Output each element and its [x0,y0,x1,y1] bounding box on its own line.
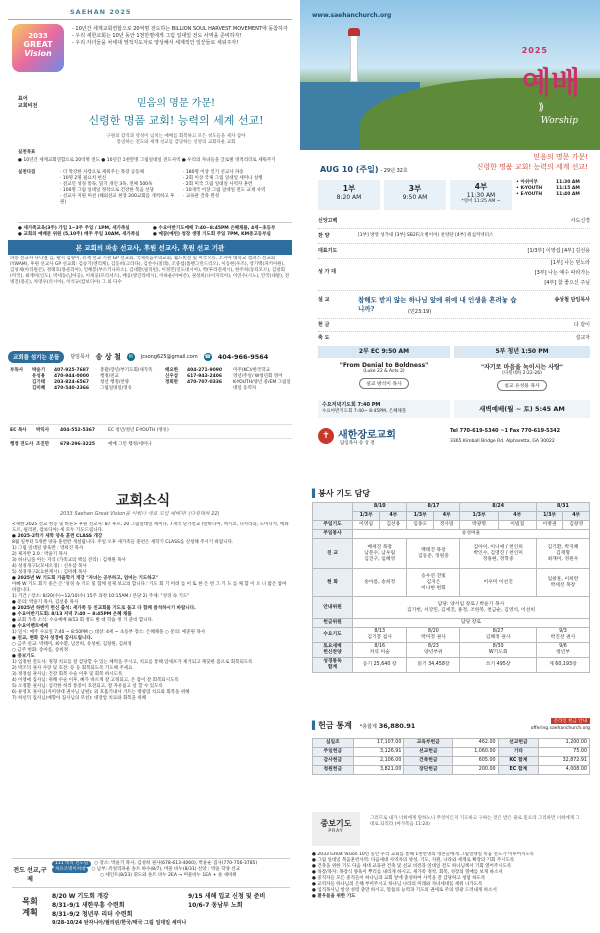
news-item: ● 수요이벤트예배 [12,624,48,629]
vision-point: - 우리 새한교회는 10년 동안 1천만명에게 그림 일대일 전도 사역을 준비하자! [72,33,242,39]
schedule-right: 9/15 새해 입교 신청 및 준비 10/6-7 동남부 노회 [188,893,266,909]
news-item: 3) 정경섭 권사님: 건강 회복 수술 이후 및 회복 하시도록 [12,672,123,677]
wed-service: 수요저녁기도회 7:40 PM 수요아반기도회 7:40~ 8:45PM, 은혜채플 [318,400,450,418]
staff-table [10,368,292,420]
news-list [12,522,290,852]
goals-row [18,150,292,164]
schedule-item: ● 예꿈(예빈) 청장 생명 기도회 주일 7PM, KM중고등부실 [153,232,271,237]
motto-1: 믿음의 명문 가문! [533,153,588,161]
table-row: 현 화 송아름, 송희정 승우연 전빛 김지은 이나현 현회 이우미 이선진 임창훈, 이희란 박세선 목장 [313,569,590,597]
choir-rows: 성 가 대 [1부] 나는 믿노라 [3부] 나는 예수 따라가는 [4부] 참 좋으신 주님 [318,259,590,291]
table-row: 주일헌금 3,126.91 선교헌금 1,060.00 기타 75.00 [313,748,590,757]
table-row: 수요기도 8/13 김기봉 집사 8/20 박미정 권사 8/27 김해정 권사 9/3 박진선 권사 [313,628,590,643]
table-row: 안내위원 담당: 양서임 장로 / 박윤기 목사 김기헌, 서강민, 김세진, 홍정, 조한복, 천금순, 김영석, 이선희 [313,597,590,619]
plan-item: · 2회 미국 그림 일대일 사역자 훈련 [183,182,253,187]
missionary-text: 파송 선교사 다니엘 김, 황지 김양미, 유재 선교 기관 GP 선교회, 국제복음주의교회, 월드비전 및 미국오뉴, 조지아 대학교 캠퍼스 선교회(YWAM), 후원 선교사 GP 선교회: 김승기(엔리케), 김동희(크라다), 김찬수(칠레), 조중섭(톨렌그린드리오), 이동현(우즈), 장기백(파키아원), 김성제(아리원콘), 정태호(몽콜리아), 인해봉(부르키나파소), 김대환(필리핀), 이정민(인도네시아), 박(투라전세시), 한주희(동티모르), 김창회(미국), 최재미(인도), 박세동(남아공), 이세웅(모리셔스), 배공(방글라데시), 이하운(아마존), 권성희(나이지리아), 이연수(시노), 안국(네팔), 전병진(몽골), 차영우(러시아), 이석규(캄보디아) 그 외 다수 [10,256,290,285]
ec-preacher-button[interactable]: 설교 방석이 목사 [359,378,409,389]
order-row: 축 도 설교자 [318,335,590,341]
plan-label: 실천다짐 [18,170,36,175]
schedule-item: ● 교회의 예배분 위원 (5,10주) 매주 주일 10AM, 새가족실 [18,232,140,237]
news-item: ● 수요아반기도회: 8/13 저녁 7:40 ~ 8:45PM 은혜 채플 [12,612,132,617]
side-services: • 아쉬어부 11:30 AM • K-YOUTH 11:15 AM • E-YOUTH 11:40 AM [516,180,580,197]
schedule-item: ● 새가족교육(3주) 가입 1~3주 주일 / 1PM, 새가족실 [18,226,130,231]
contact-header [8,350,292,364]
youth-sermon: "자기로 마음을 녹이시는 사랑" (다윗대하 2:22-26) 설교 유성용 목사 [480,364,564,389]
plan-item: · 더 막강한 사랑으로 세워주는 목장 공동체 [60,170,144,175]
plan-left [60,170,176,206]
duty-header-dates: 8/10 8/17 8/24 8/31 [313,503,590,512]
missionary-title: 본 교회의 파송 선교사, 후원 선교사, 후원 선교 기관 [8,240,292,255]
news-item: 2) 제자반 2.0 : 박윤기 목사 [12,552,68,557]
schedule-block [18,222,292,238]
dawn-service: 새벽예배(월 ~ 토) 5:45 AM [454,400,590,418]
staff-row: 김기태 203-824-6567 청년 행정/찬양 [32,380,130,385]
prayer-item: ● 2033 Great Vision 10년 동안 우리 교회를 통해 1천만명의 영혼들에게 그림일대일 복음 전도가 이루어지도록 [312,852,535,857]
theme-label: SAEHAN 2025 [70,8,132,16]
motto-line-1: 믿음의 명문 가문! [137,98,215,109]
admin-row: 행정 전도사 조진만 678-296-3225 예배 그린 행정/세미나 [10,438,292,448]
order-row: 대표기도 [1/3부] 이영섭 [4부] 김선용 [318,244,590,259]
vision-panel [0,0,300,466]
staff-row: 배요한 404-271-9090 미주(KC)/한국학교 [165,368,270,373]
offering-total: 36,880.91 [378,722,416,730]
offering-header [312,720,590,734]
table-row: 헌금위원 담당 장로 [313,619,590,628]
news-item: 아빠 W 기도 회기 중은 은 '성경 속 기도 및 함께 실제 보고의 합니다.' 기도 회 기 어려 를 어 또 한 은 번 그 기 도 를 체 함 이 오 니 많은 참여 바랍니다. [12,582,287,593]
news-item: ● 2025년 하반기 헌신 출석: 새가족 등 친교회를 기도로 돕고 다 함께 참석하시기 바랍니다. [12,606,196,611]
staff-right [165,368,292,392]
duty-title: ▌봉사 기도 담당 [312,489,371,498]
pastor-phone[interactable]: 404-966-9564 [217,353,269,361]
news-item: ● 교회 가족 소식: 수요예배 8/13 회 정도 발 대 학습 정 기 준비 합니다. [12,618,154,623]
news-item: 4) 성경개구1(모세오경) : 신우삼 목사 [12,564,87,569]
news-item: 8월 일부터 5개반 양육 훈련반 개설됩니다. 주일 오후 새가족들 훈련은 새학기 CLASS를 신청해 주시기 바랍니다. [12,540,234,545]
news-item: ● 2025년 W 기도회 가을학기 개강 "자녀는 공부하고, 엄마는 기도하고" [12,576,159,581]
plan-row [18,170,292,220]
news-subtitle: 2033 Saehan Great Vision을 이뤄나 새로 모일 예배자! (다윗대하 22) [60,511,220,517]
plan-item: · 10개국 이상 그림 일대일 전도 교재 사역 [183,188,266,193]
schedule-item: ● 수요아반기도예배 7:40~8:45PM 은혜채플, 4세~초등부 [153,226,276,231]
news-item: ○ 금주 현화: 송아름, 송희정 [12,648,69,653]
badge-vision: Vision [24,49,52,58]
plan-item: · 교육관 건축 완성 [183,194,220,199]
news-item: ● 중보기도 [12,654,35,659]
staff-row: 유성용 470-944-0000 행정/친교 [32,374,119,379]
cover-image [300,0,600,150]
motto-line-2: 신령한 명품 교회! 능력의 세계 선교! [88,114,264,127]
prayer-item: ● 그림 일대일 복음훈련사역: 다음세대 사역자의 양성, 기도, 지원, 나라와 세계로 확장의 기회 주시도록 [312,858,515,863]
plan-item: · 전교인 성경 통독, 읽기 개인 3독, 전체 500독 [60,182,153,187]
staff-row: 김미혜 470-540-2366 그림일대일/영유 [32,386,132,391]
news-item: ● 문의: 박윤기 목사, 김선용 목사 [12,600,79,605]
badge-great: GREAT [23,40,53,49]
sermon-ref: (민23:19) [408,309,432,315]
preacher: 송상철 담임목사 [554,297,590,303]
fish-icon: ⟫ [538,102,544,113]
church-vision-label: 교회비전 [18,103,38,109]
plan-right [183,170,293,200]
table-row: 청원헌금 3,821.00 장단헌금 200.00 EC 합계 4,008.00 [313,766,590,775]
worship-motto [477,152,588,172]
church-name: 새한장로교회 [338,430,396,441]
plan-item: · 180명 이상 인기 선교사 파송 [183,170,244,175]
evangelism-block [12,858,290,888]
theme-header [8,8,292,20]
lighthouse-icon [350,34,358,82]
cover-year: 2025 [521,46,548,55]
date-label: AUG 10 (주일) [320,165,379,174]
prayer-item: ● 목장/목자: 목장식 양육이 뿌리를 내리게 하시고, 새가족 정착, 회복, 성장의 열매를 보게 하소서 [312,870,503,875]
worship-panel [300,0,600,466]
church-logo-icon: ✝ [318,428,334,444]
motto-sub-1: 구원의 감격과 영성이 넘치는 예배를 회복하고 모든 성도들을 제자 삼아 [106,134,246,139]
ec-service-bar: 2부 EC 9:50 AM [318,346,450,358]
offering-total-label: *총합계 [359,724,377,730]
cover-subtitle: Worship [540,116,578,126]
news-item: 4) 이영애 집사님: 위해 수술 이후, 빠가 바르게 잘 고정되고, 온 몸이 잘 회복되시도록 [12,678,179,683]
order-row: 찬 양 [1부] 방영 성가대 [3부] SB2F(오병이어) 찬양단 [4부] 워십커넥터스 [318,229,590,244]
schedule-left: 8/20 W 기도회 개강 8/31-9/1 새한부흥 수련회 8/31-9/2 청년부 리더 수련회 9/28-10/24 탄자니아/필리핀/한국/태국 그림 일대일 세미나 [52,893,187,926]
email-icon: ✉ [128,354,133,360]
pastor-email[interactable]: jcsong625@gmail.com [140,353,198,360]
staff-row: 신우삼 617-943-2406 영년/주일/ W청년회 영어 [165,374,283,379]
motto-box [60,94,292,146]
lighthouse-top [348,28,360,36]
prayer-item: ● 교역자들 하나님의 은혜 부어주시고 하나님 나라의 미래와 자녀세대를 세워 나가도록 [312,882,483,887]
service-times [318,180,588,212]
order-of-worship [318,214,590,345]
youth-preacher-button[interactable]: 설교 유성용 목사 [497,380,547,391]
news-item: ○ 금주 친교: 박태미, 최수환, 남궁희, 유성현, 김창원, 김희경 [12,642,132,647]
church-pastor: 담임목사 송 상 철 [340,441,375,446]
sermon-title: 참해도 받지 않는 하나님 앞에 위에 내 인생을 흔려놓 습니까? [358,296,517,313]
vision-point: - 10년간 세계교회연합으로 20억명 전도하는 BILLION SOUL HARVEST MOVEMENT에 동참하자 [72,26,288,32]
duty-table [312,502,590,673]
table-row: 토요새벽 헌신찬양 8/16 저녁 미술 8/23 양년부위 8/30 W기도회 9/6 청년부 [313,643,590,658]
motto-sub-2: 통일하는 전도와 세계 선교를 감당하는 신앙의 교회다운 교회 [116,140,236,145]
date-sub: - 29년 32호 [380,168,408,174]
staff-row: 부목사 박윤기 407-925-7687 총괄/장년/부기도회/새가족 [10,368,153,373]
news-item: 1) 일시: 매주 수요일 7:40 ~ 8:50PM ○ 대상: 4세 ~ 초등부 장소: 은혜채플 ○ 문의: 예준원 목사 [12,630,206,635]
news-item: 5) 오정환 권사님: 심각한 허리 통증이 호전되고, 잘 자유롭고 일 할 수 있도록 [12,684,163,689]
news-item: <새한 2025 선교 헌동 및 바른> 후원 선교사: 87 후모, 20 그림일대일 세미나, 7개국 단기선교 (알바니아, 멕시코, 니카라과, 도미니카, 에콰도르, 필리핀, 캄보디아) 세 모두 기도드립니다. [12,522,289,533]
prayer-item: ● 환우들을 위한 기도 [312,894,356,899]
offering-site[interactable]: offering.saehanchurch.org [530,726,590,731]
order-row: 헌 금 다 같이 [318,319,590,332]
vision-badge [12,24,64,72]
prayer-title-box: 중보기도 PRAY [312,812,360,846]
news-item: 7) 하선덕 집사님(예향아 집사님의 모친): 대장암 치료와 회복을 위해 [12,696,147,701]
service-box: 1부 8:20 AM [318,180,380,210]
table-row: 주일봉사 송성여울 [313,530,590,539]
duty-panel [300,466,600,933]
news-item: 5) 성경개구2(요한계시) : 김미혜 목사 [12,570,87,575]
motto-2: 신령한 명품 교회! 능력의 세계 선교! [476,163,588,171]
prayer-list [312,852,590,928]
news-item: 1) 기간 / 장소: 8/20(수)~12/10(수) 15주 과정 10:15AM / 본당 2) 주제: "성경 속 기도" [12,594,190,599]
church-address: 3365 Kimball Bridge Rd. Alpharetta, GA 30022 [450,439,555,444]
ec-sermon: "From Denial to Boldness" (Luke 22 & Acts 2) 설교 방석이 목사 [339,362,429,387]
pastor-name: 송 상 철 [95,353,121,361]
cover-title: 예배 [522,66,580,101]
table-row: 성경통독 합계 듣기 25,640 장 읽기 34,458장 쓰기 495장 계 60,193장 [313,658,590,673]
news-item: 1) 그림 일대일 양육반 : 영희진 목사 [12,546,84,551]
prayer-item: ● 중직자들 모든 중직들이 하나님과 교회 앞에 충성하여 사역을 잘 감당하고 청렴 하도록 [312,876,486,881]
evangelism-label: 전도 선교,구제 [13,867,47,883]
plan-item: · 2회 이상 국제 그림 일대일 세미나 실행 [183,176,263,181]
table-row: 친 교 배세진 목장 남문수, 남우림 김진구, 임혜영 백태진 목장 김동준, 정원중 김아이, 이니애 / 천인희 박인수, 김영진 / 천인미 정용현, 정학중 김기환, 박지혜 김재형 최재미, 정원우 [313,539,590,569]
offering-note[interactable]: 온라인 헌금 안내 [551,718,590,724]
church-tel: Tel 770-619-5340 ~1 Fax 770-619-5342 [450,428,561,434]
motto-labels [18,96,48,110]
news-item: 2) 박조덕 권사 사랑 및 호전: 등 등 회복되도록 기도해 주세요 [12,666,133,671]
goals-label: 실천목표 [18,150,36,155]
phone-icon: ☎ [204,354,211,360]
news-item: 1) 임정현 전도사: 정형 치료를 잘 감당할 수 있는 체력을 주시고, 치료를 통해 암세포가 제거되고 깨끗한 몸으로 회복되도록 [12,660,253,665]
plan-item: · 100명 그림 일대일 정착으로 건강한 복음 선당 [60,188,154,193]
goals-text: ● 10년간 세계교회연합으로 20억명 전도 ● 10년간 1천만명 그림일대일 전도사역 ● 우리의 자녀들을 글로벌 영적리더로 세워주기 [18,158,276,163]
plan-item: · 10명 2명 필요치 헌신 [60,176,107,181]
news-panel [0,466,300,933]
news-item: ● 2025-2학기 새학 양육 훈련 CLASS 개강 [12,534,103,539]
news-item: 3) 하나님을 아는 지식 (가족교의 핵심 진리) : 김재원 목사 [12,558,126,563]
plan-item: · 선교사 지원 미션 (해외선교 현장 200교회를 개척하고 후원) [60,194,175,205]
prayer-item: ● 건축을 위한 기도 다음 세대 교육관 건축 및 선교 비전과 일대일 전도 하나님께서 기회 열어주시도록 [312,864,512,869]
url[interactable]: www.saehanchurch.org [312,12,392,19]
pastoral-schedule [12,892,290,930]
prayer-quote: 그러므로 내가 너희에게 말하노니 무엇이든지 기도하고 구하는 것은 받은 줄로 믿으라 그리하면 너희에게 그대로 되리라 (마가복음 11:24) [370,816,580,827]
news-item: 6) 류영호 권사님(지미양대 권사님 남편): 외 호흡기내사 거트는 방광염 치료와 회복을 위해 [12,690,190,695]
ec-row: EC 목사 박익사 404-552-5367 EC 청년/청년 E-YOUTH (영유) [10,424,292,434]
youth-service-bar: 5부 청년 1:50 PM [454,346,590,358]
table-row: 십일조 17,107.00 교육부헌금 462.00 선교헌금 1,200.00 [313,739,590,748]
prayer-item: ● 임직목사님 항상 성령 충만 하시고, 말씀의 능력과 기도의 권세로 주의 영광 드러내게 하소서 [312,888,497,893]
pastor-label: 담임목사 [70,353,90,360]
order-row: 신앙고백 사도신경 [318,214,590,229]
news-title: 교회소식 [116,493,171,509]
offering-table [312,738,590,775]
offering-title: ▌헌금 통계 [312,721,352,730]
vision-point: - 우리 자녀들을 차세대 영적지도자로 양성해서 세계적인 일꾼들로 세워주자! [72,40,239,46]
schedule-label: 목회 계획 [22,897,38,917]
prayer-header [312,812,590,848]
contact-title: 교회를 섬기는 분들 [8,351,64,363]
vision-points [72,26,292,47]
staff-row: 정희란 470-707-0336 K-YOUTH/양년 중/EM 그림일대일 동역자 [165,380,291,391]
news-item: ● 친교, 현화 감사 성경애 감사드립니다. [12,636,93,641]
table-row: 감사헌금 2,106.00 건축헌금 605.00 KC 합계 32,872.91 [313,757,590,766]
evangelism-items: 111 데리 전도팀 ○ 장소: 박윤기 목사, 김성희 권사(678-613-4060), 박윤순 집사(770-756-3785) 치유조명미쳐대 ○ 남부: 쥬얼리파운 솔트 하수(8/7), 머물 바누(8/31) 신앙 : 박윤 학양 선교 ○ 세인트(8/23) 휘도와 솔트 바누 2EA → 머물바누 1EA + 솔 새바퀴 [52,861,290,879]
duty-header-sub: 1/3부 4부 1/3부 4부 1/3부 4부 1/3부 4부 [313,512,590,521]
staff-left [10,368,160,392]
service-box: 4부 11:30 AM *영어 11:25 AM ~ [450,180,512,210]
sermon-row: 설 교 참해도 받지 않는 하나님 앞에 위에 내 인생을 흔려놓 습니까? (민23:19) 송상철 담임목사 [318,291,590,319]
table-row: 주일기도 이영섭 김선용 임종오 정사밀 박광명 이범점 이병권 김창영 [313,521,590,530]
service-box: 3부 9:50 AM [384,180,446,210]
badge-year: 2033 [28,32,48,40]
motto-label: 표어 [18,96,28,102]
